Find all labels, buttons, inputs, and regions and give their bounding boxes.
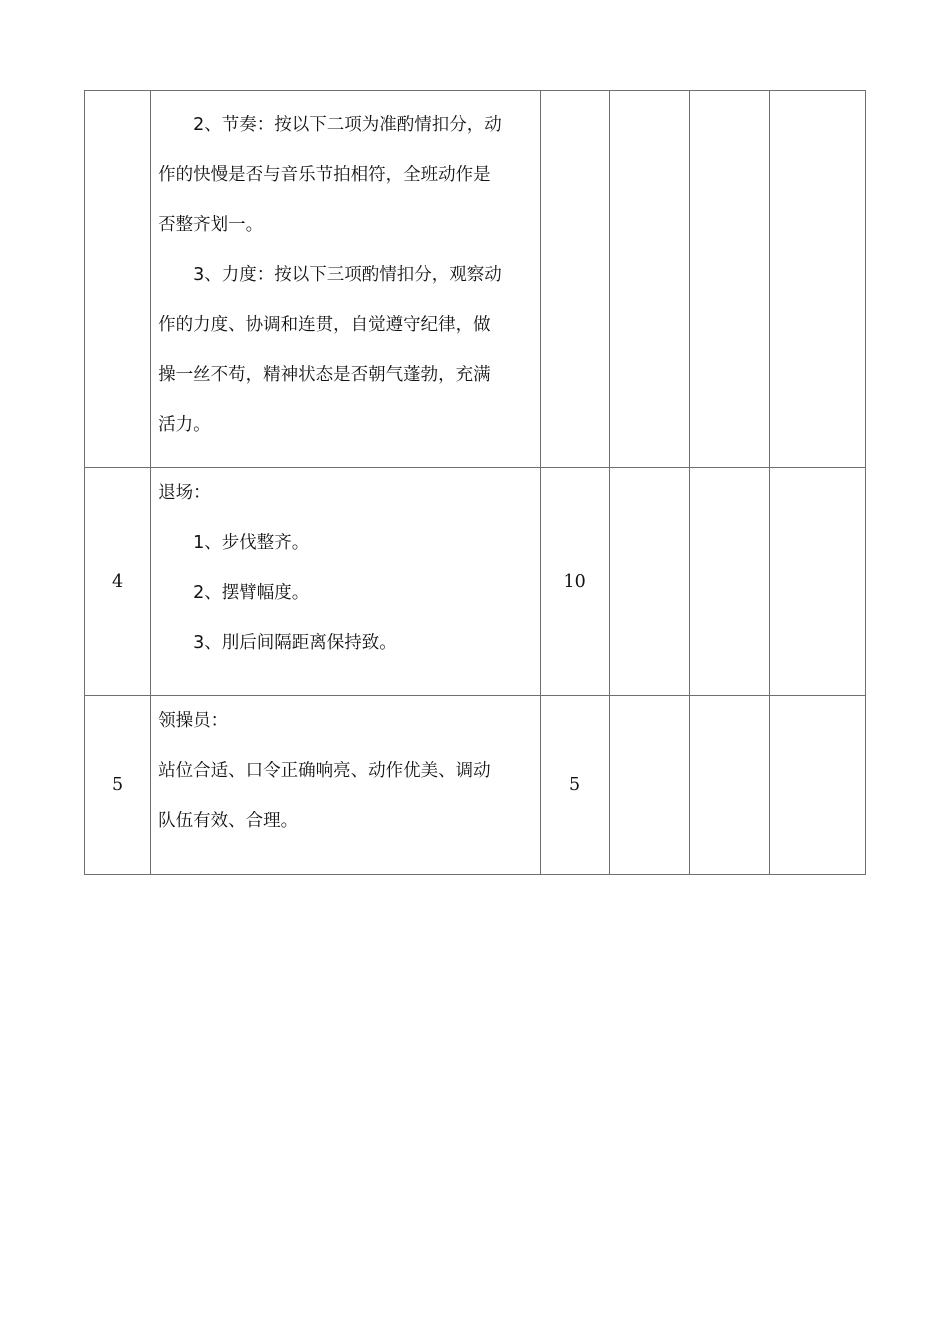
- criteria-line: 队伍有效、合理。: [158, 811, 299, 831]
- table-row: [85, 696, 866, 875]
- criteria-cell: [151, 468, 540, 696]
- score-cell: [689, 91, 769, 468]
- points-cell: 5: [540, 696, 609, 875]
- points-cell: 10: [540, 468, 609, 696]
- table-row: [85, 468, 866, 696]
- score-cell: [769, 468, 865, 696]
- score-cell: [769, 91, 865, 468]
- criteria-line: 站位合适、口令正确响亮、动作优美、调动: [158, 761, 491, 781]
- criteria-line: 领操员：: [158, 711, 229, 731]
- criteria-line: 作的力度、协调和连贯，自觉遵守纪律，做: [158, 315, 491, 335]
- criteria-line: 2、节奏：按以下二项为准酌情扣分，动: [193, 115, 502, 135]
- criteria-line: 活力。: [158, 415, 211, 435]
- item-number-cell: [85, 91, 151, 468]
- criteria-line: 否整齐划一。: [158, 215, 264, 235]
- criteria-line: 退场：: [158, 483, 211, 503]
- criteria-line: 2、摆臂幅度。: [193, 583, 310, 603]
- criteria-line: 3、力度：按以下三项酌情扣分，观察动: [193, 265, 502, 285]
- item-number-cell: 5: [85, 696, 151, 875]
- scoring-table: [84, 90, 866, 875]
- score-cell: [769, 696, 865, 875]
- criteria-line: 3、刖后间隔距离保持致。: [193, 633, 397, 653]
- score-cell: [689, 696, 769, 875]
- criteria-cell: [151, 696, 540, 875]
- criteria-line: 操一丝不苟，精神状态是否朝气蓬勃，充满: [158, 365, 491, 385]
- table-row: [85, 91, 866, 468]
- score-cell: [609, 696, 689, 875]
- criteria-line: 作的快慢是否与音乐节拍相符，全班动作是: [158, 165, 491, 185]
- criteria-line: 1、步伐整齐。: [193, 533, 310, 553]
- score-cell: [609, 468, 689, 696]
- score-cell: [689, 468, 769, 696]
- score-cell: [609, 91, 689, 468]
- points-cell: [540, 91, 609, 468]
- criteria-cell: [151, 91, 540, 468]
- item-number-cell: 4: [85, 468, 151, 696]
